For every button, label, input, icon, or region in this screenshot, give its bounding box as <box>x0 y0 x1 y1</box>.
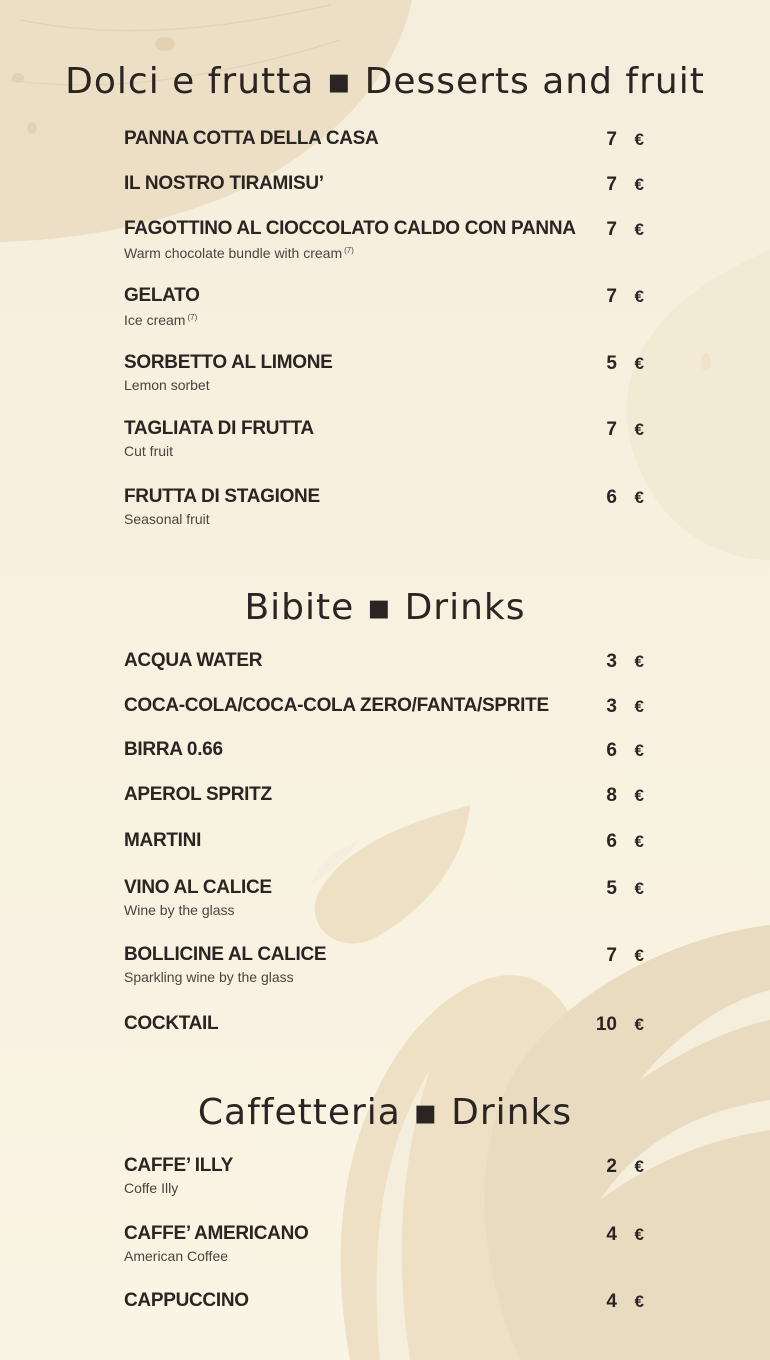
item-price: 5 <box>606 353 617 374</box>
item-name: ACQUA WATER <box>124 650 263 671</box>
allergen-note: (7) <box>344 246 354 255</box>
item-name: MARTINI <box>124 830 202 851</box>
item-price: 8 <box>606 785 617 806</box>
item-description <box>124 242 644 262</box>
currency-symbol: € <box>634 741 644 760</box>
item-description: Wine by the glass <box>124 902 235 918</box>
item-name: PANNA COTTA DELLA CASA <box>124 128 379 149</box>
item-name: BOLLICINE AL CALICE <box>124 944 327 965</box>
item-name: COCKTAIL <box>124 1013 219 1034</box>
item-name: APEROL SPRITZ <box>124 784 272 805</box>
item-name: CAPPUCCINO <box>124 1290 249 1311</box>
item-price: 7 <box>606 419 617 440</box>
section-title-desserts: Dolci e frutta ▪ Desserts and fruit <box>65 61 705 102</box>
currency-symbol: € <box>634 946 644 965</box>
currency-symbol: € <box>634 420 644 439</box>
item-price: 7 <box>606 945 617 966</box>
item-name: IL NOSTRO TIRAMISU’ <box>124 173 324 194</box>
currency-symbol: € <box>634 1292 644 1311</box>
item-description-text: Ice cream <box>124 312 186 328</box>
item-price: 2 <box>606 1156 617 1177</box>
item-price: 3 <box>606 651 617 672</box>
item-price: 6 <box>606 831 617 852</box>
currency-symbol: € <box>634 832 644 851</box>
item-description: Seasonal fruit <box>124 511 210 527</box>
item-name: FRUTTA DI STAGIONE <box>124 486 320 507</box>
item-price: 7 <box>606 129 617 150</box>
item-description: Sparkling wine by the glass <box>124 969 294 985</box>
currency-symbol: € <box>634 130 644 149</box>
currency-symbol: € <box>634 354 644 373</box>
menu-item <box>124 650 644 672</box>
item-name: VINO AL CALICE <box>124 877 272 898</box>
menu-item <box>124 128 644 150</box>
item-name: FAGOTTINO AL CIOCCOLATO CALDO CON PANNA <box>124 218 576 239</box>
currency-symbol: € <box>634 652 644 671</box>
menu-item <box>124 830 644 852</box>
currency-symbol: € <box>634 175 644 194</box>
item-price: 5 <box>606 878 617 899</box>
menu-item <box>124 418 644 460</box>
section-title-drinks: Bibite ▪ Drinks <box>244 587 526 628</box>
item-price: 4 <box>606 1291 617 1312</box>
item-name: BIRRA 0.66 <box>124 739 223 760</box>
item-price: 10 <box>595 1014 617 1035</box>
item-price: 4 <box>606 1224 617 1245</box>
item-name: SORBETTO AL LIMONE <box>124 352 333 373</box>
item-name: CAFFE’ ILLY <box>124 1155 233 1176</box>
menu-item <box>124 1223 644 1265</box>
item-description: Lemon sorbet <box>124 377 210 393</box>
currency-symbol: € <box>634 786 644 805</box>
menu-item <box>124 784 644 806</box>
item-name: GELATO <box>124 285 200 306</box>
currency-symbol: € <box>634 697 644 716</box>
currency-symbol: € <box>634 287 644 306</box>
item-name: CAFFE’ AMERICANO <box>124 1223 309 1244</box>
menu-item <box>124 352 644 394</box>
menu-item <box>124 1013 644 1035</box>
currency-symbol: € <box>634 488 644 507</box>
section-title-coffee: Caffetteria ▪ Drinks <box>197 1092 573 1133</box>
item-price: 6 <box>606 740 617 761</box>
menu-item <box>124 218 644 262</box>
item-description: American Coffee <box>124 1248 229 1264</box>
currency-symbol: € <box>634 1157 644 1176</box>
allergen-note: (7) <box>187 313 198 322</box>
menu-item <box>124 173 644 195</box>
item-description: Cut fruit <box>124 443 174 459</box>
menu-item <box>124 285 644 329</box>
item-description: Coffe Illy <box>124 1180 179 1196</box>
menu-item <box>124 695 644 717</box>
item-description <box>124 309 644 329</box>
item-price: 3 <box>606 696 617 717</box>
item-description-text: Warm chocolate bundle with cream <box>124 245 343 261</box>
currency-symbol: € <box>634 1015 644 1034</box>
item-price: 6 <box>606 487 617 508</box>
item-price: 7 <box>606 219 617 240</box>
menu-item <box>124 1290 644 1312</box>
currency-symbol: € <box>634 879 644 898</box>
item-price: 7 <box>606 174 617 195</box>
item-name: COCA-COLA/COCA-COLA ZERO/FANTA/SPRITE <box>124 695 549 716</box>
currency-symbol: € <box>634 220 644 239</box>
menu-item <box>124 1155 644 1197</box>
menu-item <box>124 944 644 986</box>
item-name: TAGLIATA DI FRUTTA <box>124 418 314 439</box>
item-price: 7 <box>606 286 617 307</box>
menu-item <box>124 877 644 919</box>
menu-item <box>124 486 644 528</box>
currency-symbol: € <box>634 1225 644 1244</box>
menu-item <box>124 739 644 761</box>
